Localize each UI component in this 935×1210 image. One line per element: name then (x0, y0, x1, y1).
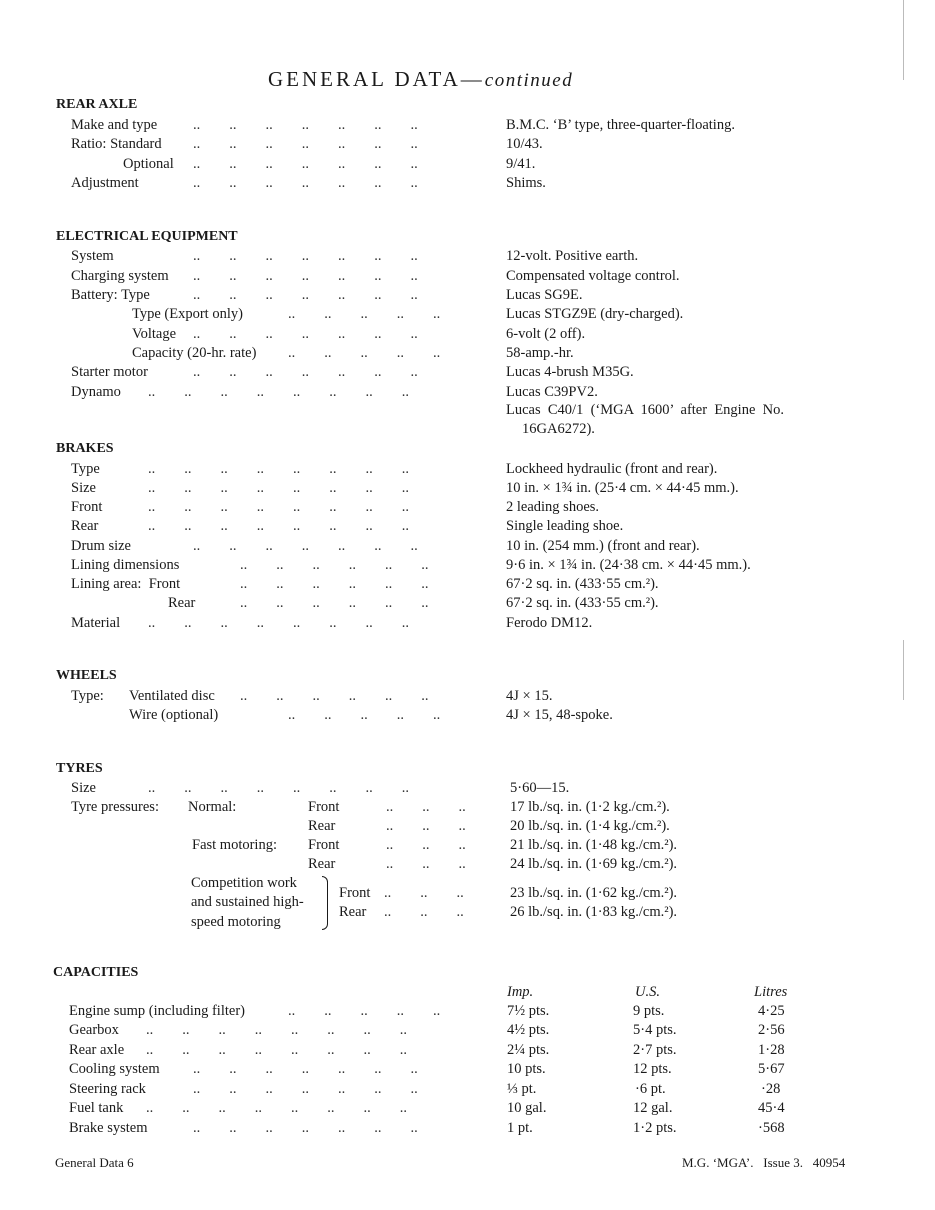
title-dash: — (460, 67, 485, 91)
capacity-label: Gearbox (69, 1022, 119, 1038)
leader-dots: .. .. .. .. .. .. .. (193, 1061, 418, 1077)
spec-value: Single leading shoe. (506, 518, 624, 534)
tyre-fast-label: Fast motoring: (192, 837, 277, 853)
page-title-main: GENERAL DATA (268, 67, 461, 91)
scan-edge-line (903, 0, 904, 80)
section-heading-brakes: BRAKES (56, 441, 114, 456)
spec-value: Shims. (506, 175, 546, 191)
capacity-imp: ⅓ pt. (507, 1081, 537, 1097)
spec-label: Lining area: Front (71, 576, 181, 592)
spec-label: Ratio: Standard (71, 136, 162, 152)
spec-label: Optional (123, 156, 174, 172)
leader-dots: .. .. .. (386, 799, 466, 815)
capacity-us: ·6 pt. (635, 1081, 666, 1097)
spec-label: Size (71, 480, 96, 496)
capacity-imp: 1 pt. (507, 1120, 533, 1136)
tyre-position: Front (308, 837, 340, 853)
capacity-litres: 4·25 (758, 1003, 785, 1019)
capacity-label: Rear axle (69, 1042, 125, 1058)
spec-label: Front (71, 499, 103, 515)
spec-label: Dynamo (71, 384, 121, 400)
leader-dots: .. .. .. (386, 856, 466, 872)
leader-dots: .. .. .. .. .. .. .. .. (146, 1042, 407, 1058)
capacity-label: Cooling system (69, 1061, 160, 1077)
capacity-label: Engine sump (including filter) (69, 1003, 245, 1019)
leader-dots: .. .. .. .. .. .. .. .. (148, 480, 409, 496)
spec-label: Type (Export only) (132, 306, 243, 322)
spec-value: 2 leading shoes. (506, 499, 600, 515)
spec-value: Lucas SG9E. (506, 287, 583, 303)
spec-value: Lucas C39PV2. (506, 384, 598, 400)
section-heading-capacities: CAPACITIES (53, 965, 139, 980)
tyre-position: Rear (308, 818, 336, 834)
spec-value: 10 in. (254 mm.) (front and rear). (506, 538, 700, 554)
capacity-litres: ·568 (758, 1120, 785, 1136)
capacity-us: 12 gal. (633, 1100, 673, 1116)
tyre-position: Rear (339, 904, 367, 920)
leader-dots: .. .. .. .. .. .. .. .. (148, 461, 409, 477)
spec-label: Starter motor (71, 364, 148, 380)
spec-value: Ferodo DM12. (506, 615, 593, 631)
capacity-litres: 5·67 (758, 1061, 785, 1077)
leader-dots: .. .. .. .. .. .. .. .. (146, 1100, 407, 1116)
spec-label: Type (71, 461, 100, 477)
column-header-litres: Litres (754, 984, 788, 1000)
capacity-us: 1·2 pts. (633, 1120, 677, 1136)
spec-value: 6-volt (2 off). (506, 326, 586, 342)
leader-dots: .. .. .. .. .. .. (240, 576, 429, 592)
spec-label: Voltage (132, 326, 177, 342)
leader-dots: .. .. .. .. .. .. .. (193, 136, 418, 152)
spec-value: 4J × 15. (506, 688, 553, 704)
capacity-imp: 10 gal. (507, 1100, 547, 1116)
tyre-pressures-label: Tyre pressures: (71, 799, 159, 815)
leader-dots: .. .. .. .. .. .. .. .. (148, 384, 409, 400)
leader-dots: .. .. .. .. .. .. .. .. (148, 499, 409, 515)
spec-label: Lining dimensions (71, 557, 180, 573)
spec-value: 23 lb./sq. in. (1·62 kg./cm.²). (510, 885, 678, 901)
footer-right: M.G. ‘MGA’. Issue 3. 40954 (682, 1155, 846, 1170)
capacity-litres: ·28 (761, 1081, 781, 1097)
spec-label: Charging system (71, 268, 169, 284)
bracket (322, 876, 328, 930)
capacity-us: 5·4 pts. (633, 1022, 677, 1038)
capacity-label: Steering rack (69, 1081, 146, 1097)
spec-label: Drum size (71, 538, 131, 554)
capacity-litres: 1·28 (758, 1042, 785, 1058)
capacity-label: Fuel tank (69, 1100, 124, 1116)
spec-value: Lucas STGZ9E (dry-charged). (506, 306, 684, 322)
spec-value: 58-amp.-hr. (506, 345, 574, 361)
capacity-imp: 4½ pts. (507, 1022, 550, 1038)
tyre-position: Front (308, 799, 340, 815)
spec-value: 17 lb./sq. in. (1·2 kg./cm.²). (510, 799, 670, 815)
wheels-type-label: Type: (71, 688, 104, 704)
spec-value: Compensated voltage control. (506, 268, 680, 284)
leader-dots: .. .. .. .. .. .. (240, 595, 429, 611)
spec-label: Material (71, 615, 121, 631)
tyre-normal-label: Normal: (188, 799, 237, 815)
spec-label: Ventilated disc (129, 688, 215, 704)
section-heading-tyres: TYRES (56, 761, 103, 776)
spec-label: Adjustment (71, 175, 139, 191)
spec-label: Wire (optional) (129, 707, 219, 723)
competition-label: speed motoring (191, 914, 281, 930)
capacity-label: Brake system (69, 1120, 148, 1136)
capacity-litres: 2·56 (758, 1022, 785, 1038)
footer-left: General Data 6 (55, 1155, 134, 1170)
spec-value: Lucas 4-brush M35G. (506, 364, 634, 380)
dynamo-note: Lucas C40/1 (‘MGA 1600’ after Engine No. (506, 402, 784, 418)
column-header-us: U.S. (635, 984, 660, 1000)
capacity-us: 2·7 pts. (633, 1042, 677, 1058)
tyre-position: Front (339, 885, 371, 901)
leader-dots: .. .. .. .. .. .. .. (193, 1120, 418, 1136)
leader-dots: .. .. .. .. .. (288, 1003, 441, 1019)
leader-dots: .. .. .. .. .. .. .. .. (148, 518, 409, 534)
leader-dots: .. .. .. .. .. .. .. (193, 287, 418, 303)
spec-label: Rear (168, 595, 196, 611)
scan-edge-line (903, 640, 904, 700)
section-heading-rear-axle: REAR AXLE (56, 97, 138, 112)
spec-label: Capacity (20-hr. rate) (132, 345, 257, 361)
capacity-us: 9 pts. (633, 1003, 665, 1019)
leader-dots: .. .. .. .. .. .. .. (193, 1081, 418, 1097)
spec-label: Make and type (71, 117, 158, 133)
spec-value: 9·6 in. × 1¾ in. (24·38 cm. × 44·45 mm.). (506, 557, 751, 573)
spec-value: 9/41. (506, 156, 536, 172)
spec-value: 10/43. (506, 136, 543, 152)
competition-label: and sustained high- (191, 894, 304, 910)
spec-value: 5·60—15. (510, 780, 570, 796)
capacity-imp: 2¼ pts. (507, 1042, 550, 1058)
leader-dots: .. .. .. .. .. .. .. (193, 364, 418, 380)
leader-dots: .. .. .. .. .. .. (240, 557, 429, 573)
competition-label: Competition work (191, 875, 297, 891)
spec-value: 26 lb./sq. in. (1·83 kg./cm.²). (510, 904, 678, 920)
leader-dots: .. .. .. (386, 818, 466, 834)
capacity-imp: 10 pts. (507, 1061, 546, 1077)
spec-value: 67·2 sq. in. (433·55 cm.²). (506, 595, 659, 611)
section-heading-electrical: ELECTRICAL EQUIPMENT (56, 229, 238, 244)
leader-dots: .. .. .. .. .. .. .. (193, 175, 418, 191)
spec-value: B.M.C. ‘B’ type, three-quarter-floating. (506, 117, 735, 133)
section-heading-wheels: WHEELS (56, 668, 117, 683)
leader-dots: .. .. .. .. .. (288, 345, 441, 361)
spec-value: 10 in. × 1¾ in. (25·4 cm. × 44·45 mm.). (506, 480, 739, 496)
spec-label: Battery: Type (71, 287, 150, 303)
leader-dots: .. .. .. .. .. .. .. (193, 117, 418, 133)
capacity-litres: 45·4 (758, 1100, 785, 1116)
leader-dots: .. .. .. .. .. .. (240, 688, 429, 704)
leader-dots: .. .. .. .. .. .. .. (193, 268, 418, 284)
spec-value: 20 lb./sq. in. (1·4 kg./cm.²). (510, 818, 670, 834)
spec-label: Size (71, 780, 96, 796)
tyre-position: Rear (308, 856, 336, 872)
spec-value: 67·2 sq. in. (433·55 cm.²). (506, 576, 659, 592)
leader-dots: .. .. .. (384, 904, 464, 920)
leader-dots: .. .. .. (386, 837, 466, 853)
leader-dots: .. .. .. .. .. .. .. (193, 538, 418, 554)
leader-dots: .. .. .. .. .. (288, 306, 441, 322)
spec-value: Lockheed hydraulic (front and rear). (506, 461, 718, 477)
page-title-suffix: continued (484, 70, 574, 91)
spec-label: Rear (71, 518, 99, 534)
leader-dots: .. .. .. .. .. .. .. .. (148, 780, 409, 796)
spec-value: 24 lb./sq. in. (1·69 kg./cm.²). (510, 856, 678, 872)
leader-dots: .. .. .. .. .. .. .. (193, 156, 418, 172)
capacity-us: 12 pts. (633, 1061, 672, 1077)
column-header-imp: Imp. (507, 984, 534, 1000)
dynamo-note: 16GA6272). (522, 421, 595, 437)
spec-value: 4J × 15, 48-spoke. (506, 707, 613, 723)
leader-dots: .. .. .. .. .. .. .. .. (148, 615, 409, 631)
leader-dots: .. .. .. .. .. .. .. (193, 248, 418, 264)
capacity-imp: 7½ pts. (507, 1003, 550, 1019)
page-title (268, 66, 573, 94)
spec-value: 12-volt. Positive earth. (506, 248, 639, 264)
leader-dots: .. .. .. .. .. (288, 707, 441, 723)
spec-label: System (71, 248, 114, 264)
leader-dots: .. .. .. .. .. .. .. (193, 326, 418, 342)
leader-dots: .. .. .. .. .. .. .. .. (146, 1022, 407, 1038)
leader-dots: .. .. .. (384, 885, 464, 901)
spec-value: 21 lb./sq. in. (1·48 kg./cm.²). (510, 837, 678, 853)
